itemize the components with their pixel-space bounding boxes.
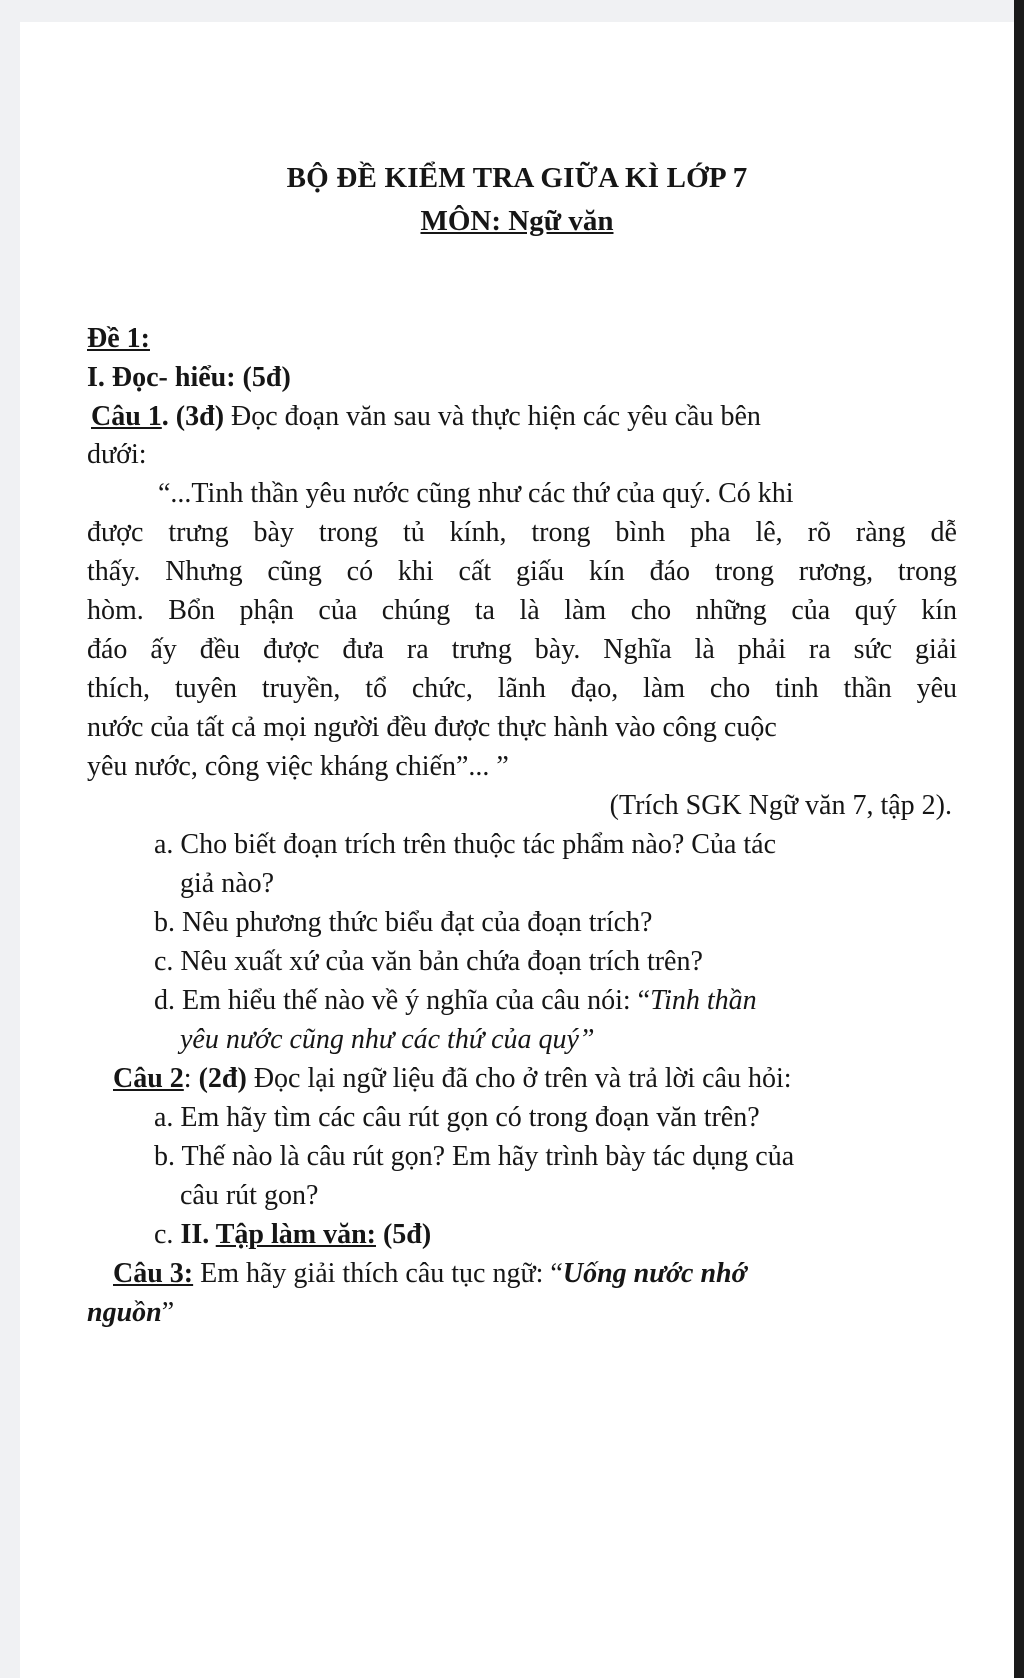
- exam-page: [20, 22, 1014, 1678]
- question-2-label: Câu 2: [113, 1063, 184, 1094]
- question-1b: b. Nêu phương thức biểu đạt của đoạn trích?: [154, 907, 653, 938]
- passage-source: (Trích SGK Ngữ văn 7, tập 2).: [609, 790, 952, 821]
- question-1d-quote-cont: yêu nước cũng như các thứ của quý”: [180, 1024, 595, 1055]
- proverb-close-quote: ”: [161, 1297, 175, 1328]
- proverb-quote: Uống nước nhớ: [562, 1258, 747, 1289]
- question-2c-prefix: c.: [154, 1219, 181, 1250]
- question-1-intro-cont: dưới:: [87, 439, 147, 470]
- question-2-intro: [113, 1062, 792, 1096]
- question-3-text: Em hãy giải thích câu tục ngữ: “: [193, 1258, 563, 1289]
- passage-line: thích, tuyên truyền, tổ chức, lãnh đạo, làm cho tinh thần yêu: [87, 673, 957, 704]
- question-1a-cont: giả nào?: [180, 868, 275, 899]
- proverb-quote-end: nguồn: [87, 1297, 162, 1328]
- question-1-points: . (3đ): [161, 401, 225, 432]
- question-3-cont: [87, 1296, 174, 1330]
- screen-edge-bar: [1014, 0, 1024, 1678]
- question-1a: a. Cho biết đoạn trích trên thuộc tác phẩm nào? Của tác: [154, 829, 777, 860]
- passage-line: yêu nước, công việc kháng chiến”... ”: [87, 751, 509, 782]
- question-1d-quote: Tinh thần: [650, 985, 757, 1016]
- question-2b-cont: câu rút gon?: [180, 1180, 319, 1211]
- question-2a: a. Em hãy tìm các câu rút gọn có trong đoạn văn trên?: [154, 1102, 760, 1133]
- passage-line: “...Tinh thần yêu nước cũng như các thứ của quý. Có khi: [158, 478, 794, 509]
- exam-number: Đề 1:: [87, 323, 150, 354]
- exam-title: BỘ ĐỀ KIỂM TRA GIỮA KÌ LỚP 7: [286, 162, 748, 194]
- passage-line: nước của tất cả mọi người đều được thực hành vào công cuộc: [87, 712, 777, 743]
- question-2-points: (2đ): [191, 1063, 247, 1094]
- part2-title: Tập làm văn:: [215, 1219, 376, 1250]
- question-3-label: Câu 3:: [113, 1258, 194, 1289]
- part2-heading: [154, 1218, 431, 1252]
- question-1d-text: d. Em hiểu thế nào về ý nghĩa của câu nói: “: [154, 985, 651, 1016]
- passage-line: được trưng bày trong tủ kính, trong bình pha lê, rõ ràng dễ: [87, 517, 957, 548]
- question-3: [113, 1257, 747, 1291]
- part1-heading: I. Đọc- hiểu: (5đ): [87, 362, 291, 393]
- passage-line: hòm. Bổn phận của chúng ta là làm cho những của quý kín: [87, 595, 957, 626]
- subject-title: MÔN: Ngữ văn: [420, 205, 614, 237]
- question-1-label: Câu 1: [91, 401, 162, 432]
- part2-roman: II.: [180, 1219, 216, 1250]
- question-2-colon: :: [183, 1063, 192, 1094]
- passage-line: thấy. Nhưng cũng có khi cất giấu kín đáo trong rương, trong: [87, 556, 957, 587]
- question-2-text: Đọc lại ngữ liệu đã cho ở trên và trả lời câu hỏi:: [246, 1063, 792, 1094]
- question-1d: [154, 984, 757, 1018]
- question-1-text: Đọc đoạn văn sau và thực hiện các yêu cầu bên: [224, 401, 761, 432]
- question-1-intro: [91, 400, 761, 434]
- passage-line: đáo ấy đều được đưa ra trưng bày. Nghĩa là phải ra sức giải: [87, 634, 957, 665]
- part2-points: (5đ): [375, 1219, 432, 1250]
- question-1c: c. Nêu xuất xứ của văn bản chứa đoạn trích trên?: [154, 946, 703, 977]
- question-2b: b. Thế nào là câu rút gọn? Em hãy trình bày tác dụng của: [154, 1141, 795, 1172]
